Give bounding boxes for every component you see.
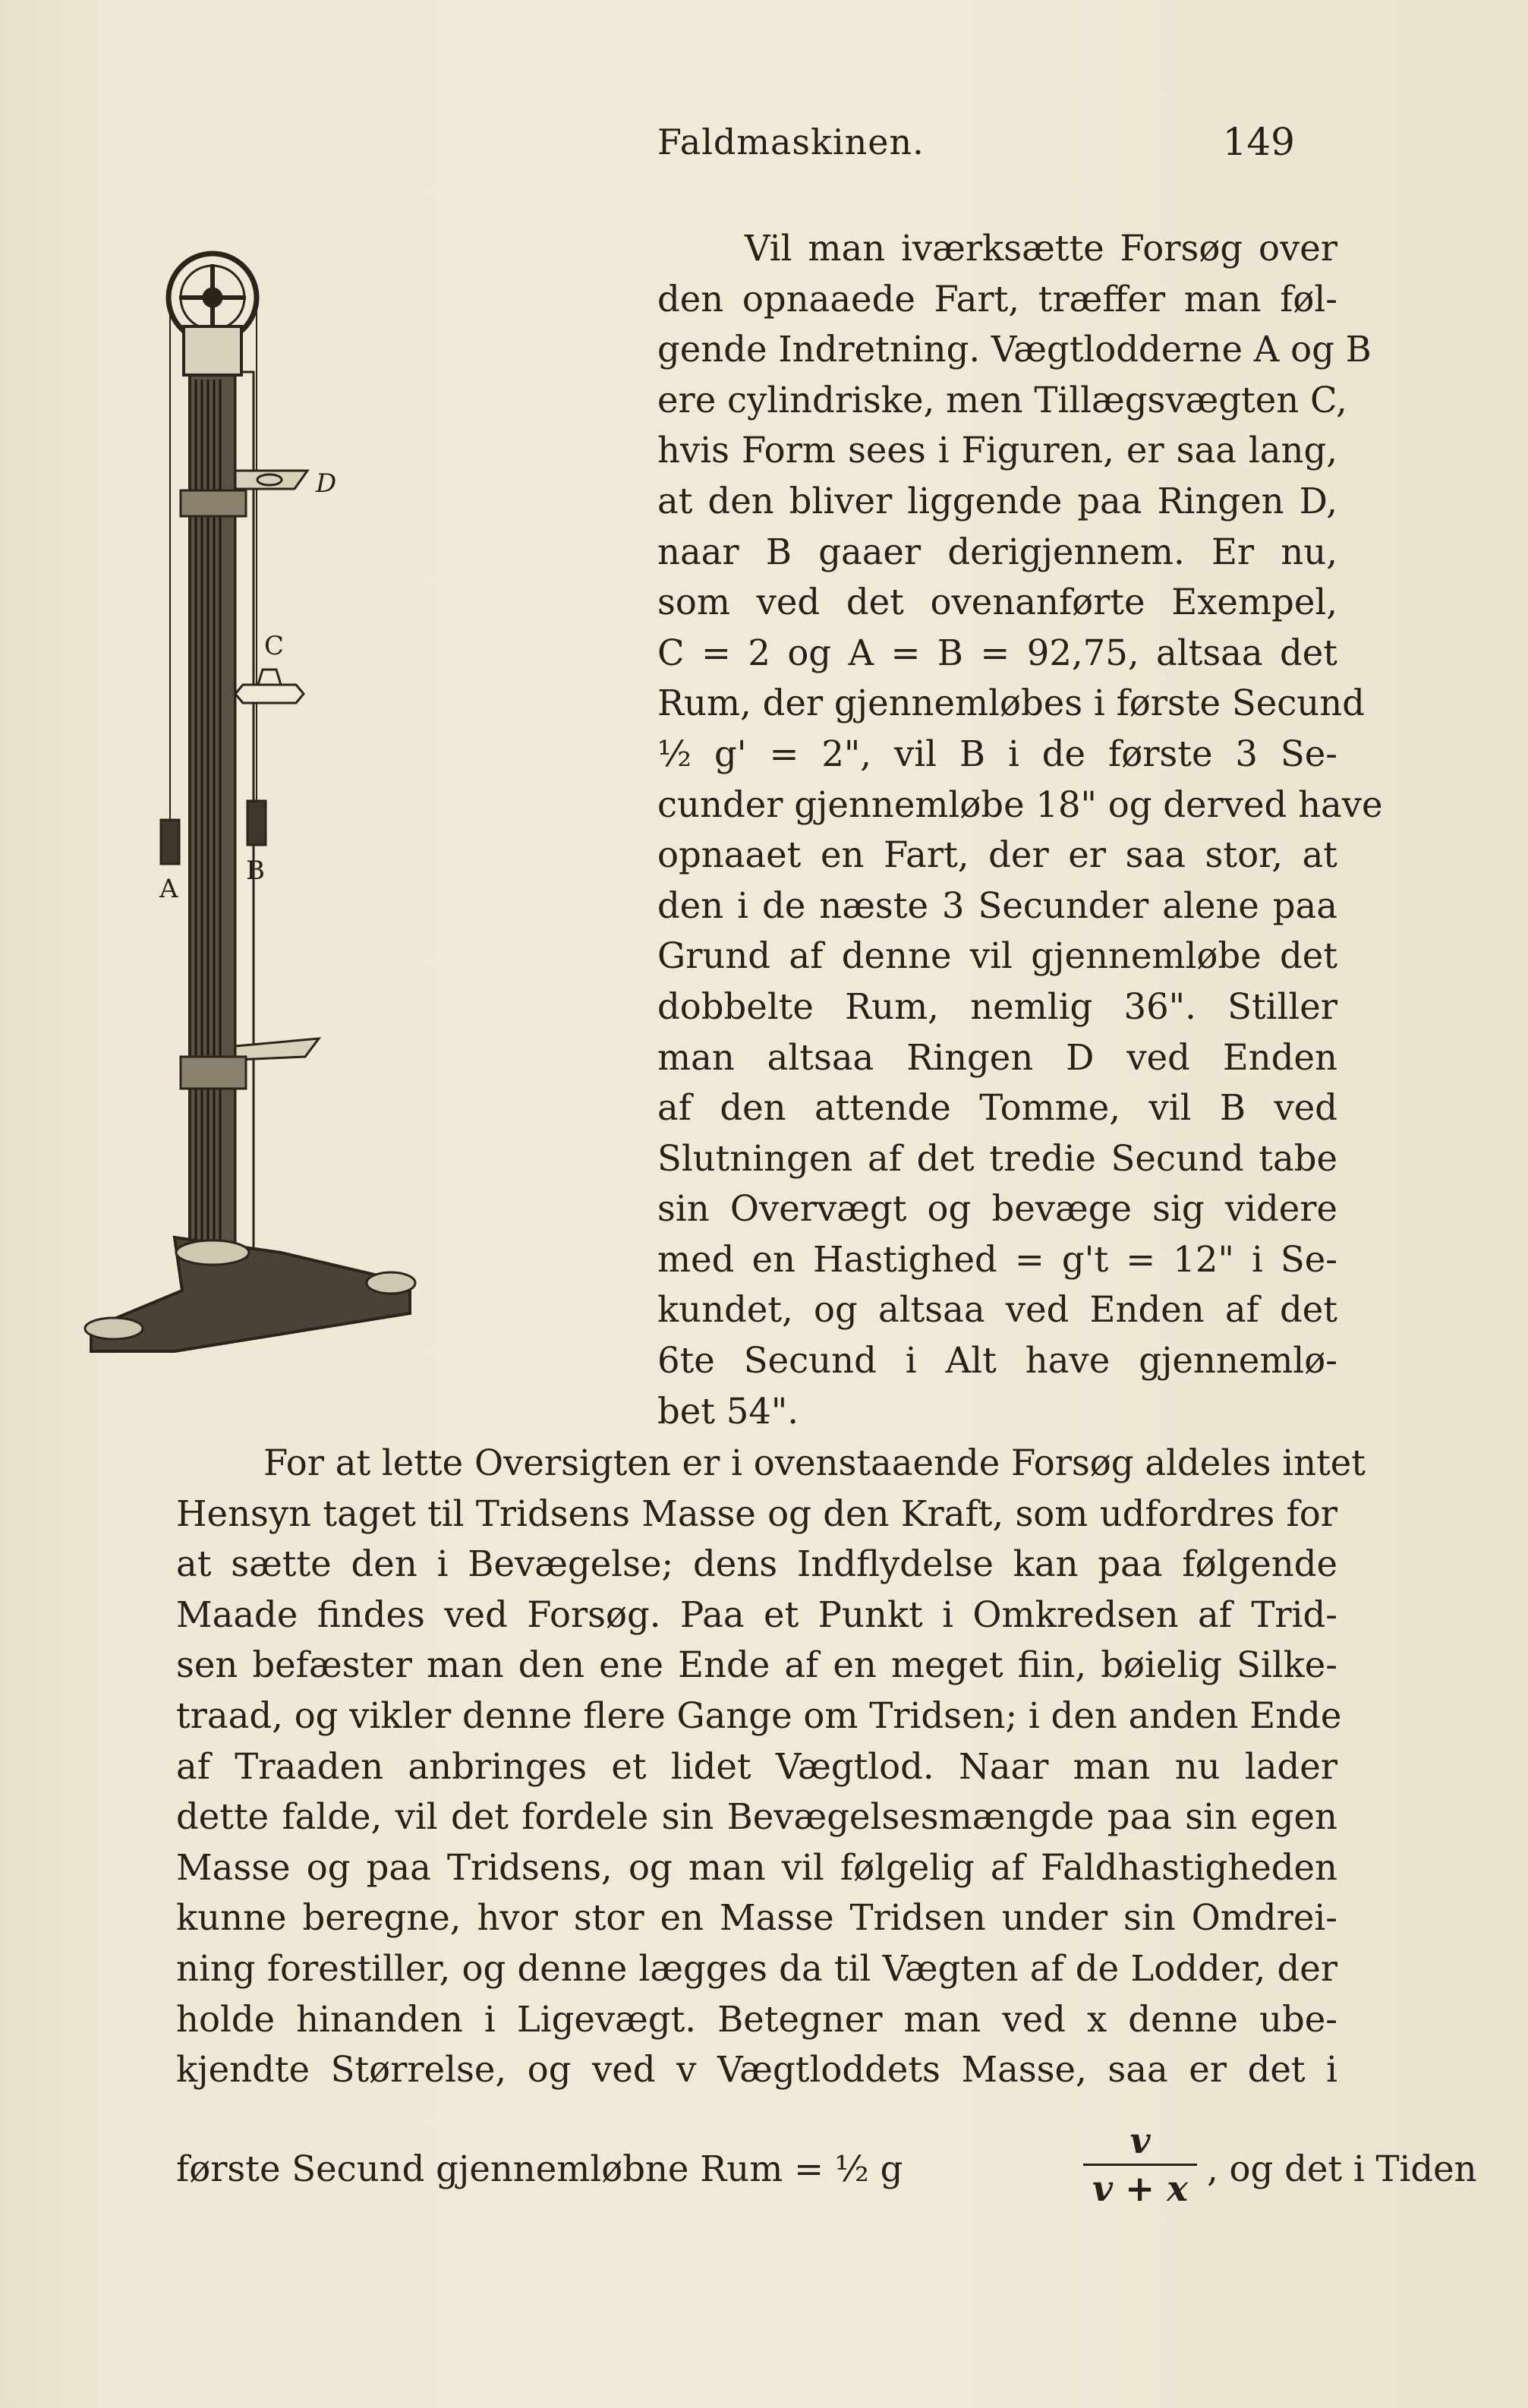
weight-a [161, 820, 179, 864]
text-line: C = 2 og A = B = 92,75, altsaa det [657, 632, 1337, 673]
text-line: kunne beregne, hvor stor en Masse Tridsen under sin Omdrei- [176, 1897, 1337, 1939]
text-line: som ved det ovenanførte Exempel, [657, 582, 1337, 623]
text-line: Slutningen af det tredie Secund tabe [657, 1137, 1337, 1179]
text-line: dette falde, vil det fordele sin Bevægelsesmængde paa sin egen [176, 1796, 1337, 1838]
text-line: holde hinanden i Ligevægt. Betegner man ved x denne ube- [176, 1998, 1337, 2040]
formula-left-text: første Secund gjennemløbne Rum = ½ g [176, 2148, 903, 2189]
running-title: Faldmaskinen. [657, 121, 925, 162]
text-line: ½ g' = 2", vil B i de første 3 Se- [657, 733, 1337, 774]
fraction-numerator: v [1083, 2118, 1197, 2166]
text-line: bet 54". [657, 1390, 799, 1432]
label-d: D [316, 468, 337, 499]
text-line: naar B gaaer derigjennem. Er nu, [657, 531, 1337, 572]
right-column-text [657, 223, 1383, 1436]
label-c: C [264, 631, 285, 661]
text-line: kundet, og altsaa ved Enden af det [657, 1289, 1337, 1331]
page-number: 149 [1222, 120, 1295, 164]
label-a: A [159, 874, 178, 904]
fraction [1083, 2118, 1197, 2211]
text-line: at den bliver liggende paa Ringen D, [657, 480, 1337, 522]
text-line: ning forestiller, og denne lægges da til Vægten af de Lodder, der [176, 1947, 1337, 1989]
text-line: gende Indretning. Vægtlodderne A og B [657, 329, 1372, 370]
text-line: af den attende Tomme, vil B ved [657, 1087, 1337, 1129]
full-width-paragraph [176, 1438, 1366, 2095]
text-line: den opnaaede Fart, træffer man føl- [657, 278, 1337, 320]
formula-right-text: , og det i Tiden [1207, 2148, 1477, 2189]
text-line: af Traaden anbringes et lidet Vægtlod. Naar man nu lader [176, 1745, 1337, 1787]
text-line: Masse og paa Tridsens, og man vil følgelig af Faldhastigheden [176, 1846, 1337, 1888]
text-line: dobbelte Rum, nemlig 36". Stiller [657, 985, 1337, 1027]
weight-b [247, 801, 266, 845]
text-line: cunder gjennemløbe 18" og derved have [657, 783, 1383, 825]
text-line: ere cylindriske, men Tillægsvægten C, [657, 379, 1347, 421]
text-line: hvis Form sees i Figuren, er saa lang, [657, 430, 1337, 471]
fall-machine-figure [159, 235, 622, 1404]
text-line: opnaaet en Fart, der er saa stor, at [657, 834, 1337, 876]
fraction-denominator: v + x [1092, 2167, 1189, 2209]
text-line: 6te Secund i Alt have gjennemlø- [657, 1340, 1337, 1382]
text-line: man altsaa Ringen D ved Enden [657, 1036, 1337, 1078]
text-line: kjendte Størrelse, og ved v Vægtloddets Masse, saa er det i [176, 2049, 1337, 2091]
text-line: Grund af denne vil gjennemløbe det [657, 935, 1337, 977]
running-header [657, 114, 1295, 175]
label-b: B [246, 856, 265, 886]
text-line: at sætte den i Bevægelse; dens Indflydelse kan paa følgende [176, 1543, 1337, 1585]
text-line: Hensyn taget til Tridsens Masse og den Kraft, som udfordres for [176, 1492, 1337, 1534]
text-line: Vil man iværksætte Forsøg over [745, 228, 1337, 269]
formula-line [176, 2118, 1477, 2209]
text-line: sen befæster man den ene Ende af en meget fiin, bøielig Silke- [176, 1644, 1337, 1686]
text-line: Rum, der gjennemløbes i første Secund [657, 682, 1365, 724]
text-line: med en Hastighed = g't = 12" i Se- [657, 1238, 1337, 1280]
text-line: traad, og vikler denne flere Gange om Tridsen; i den anden Ende [176, 1694, 1342, 1736]
text-line: Maade findes ved Forsøg. Paa et Punkt i Omkredsen af Trid- [176, 1593, 1337, 1635]
text-line: den i de næste 3 Secunder alene paa [657, 884, 1337, 926]
text-line: sin Overvægt og bevæge sig videre [657, 1188, 1337, 1230]
text-line: For at lette Oversigten er i ovenstaaende Forsøg aldeles intet [263, 1442, 1366, 1483]
